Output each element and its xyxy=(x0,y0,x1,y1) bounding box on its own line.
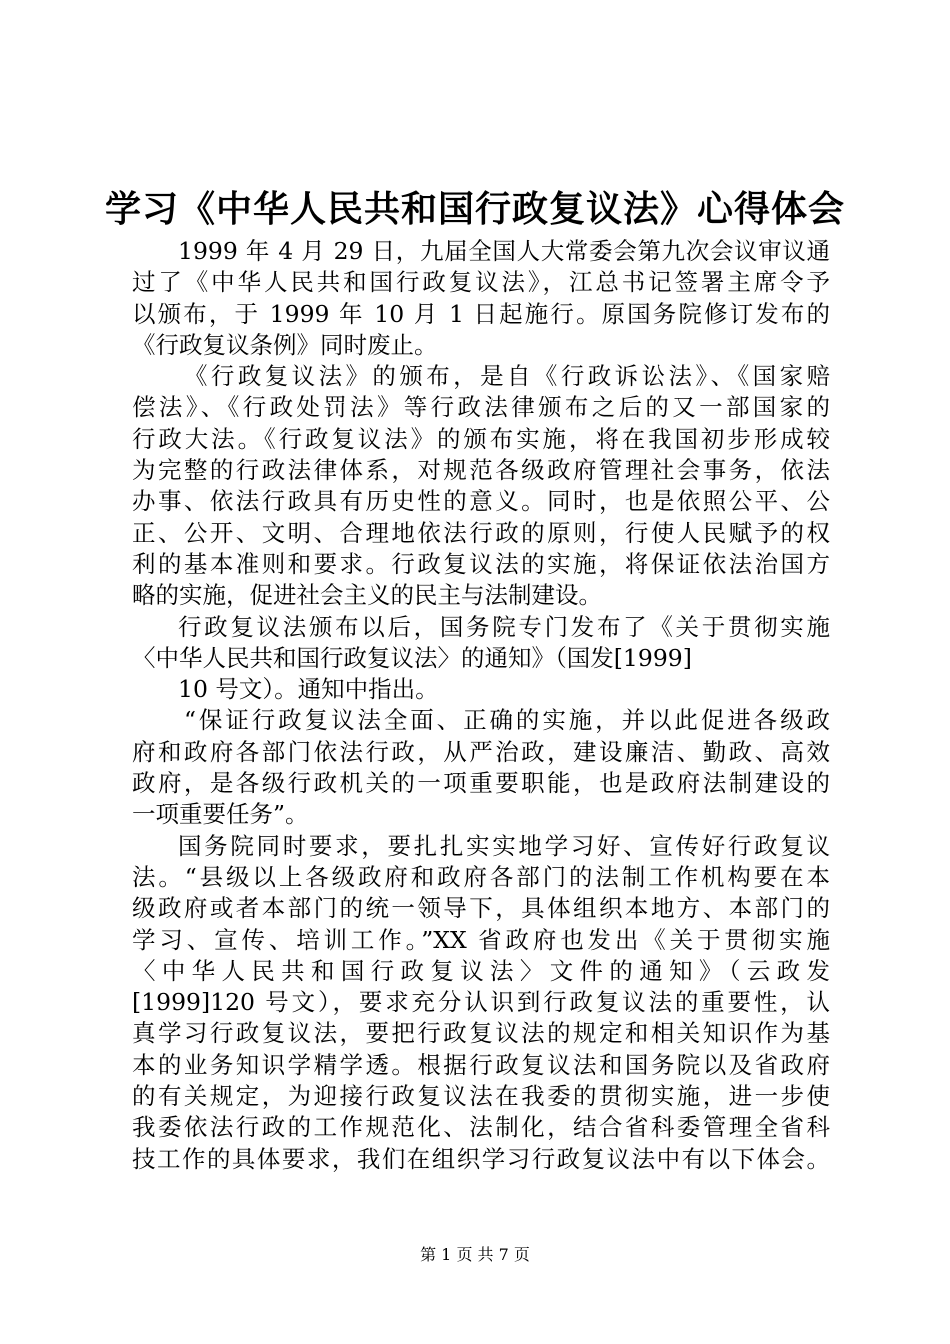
text-line: 〈中华人民共和国行政复议法〉的通知》（国发[1999] xyxy=(132,643,692,672)
text-line: 行政复议法颁布以后，国务院专门发布了《关于贯彻实施 xyxy=(178,612,830,641)
text-line: 〈中华人民共和国行政复议法〉文件的通知》（云政发 xyxy=(132,956,830,985)
text-line: 1999 年 4 月 29 日，九届全国人大常委会第九次会议审议通 xyxy=(178,237,830,265)
text-line: 府和政府各部门依法行政，从严治政，建设廉洁、勤政、高效 xyxy=(132,737,830,766)
text-line: 的有关规定，为迎接行政复议法在我委的贯彻实施，进一步使 xyxy=(132,1082,830,1111)
text-line: 法。“县级以上各级政府和政府各部门的法制工作机构要在本 xyxy=(132,862,830,891)
text-line: 本的业务知识学精学透。根据行政复议法和国务院以及省政府 xyxy=(132,1050,830,1079)
text-line: 正、公开、文明、合理地依法行政的原则，行使人民赋予的权 xyxy=(132,518,830,547)
text-line: 《行政复议条例》同时废止。 xyxy=(132,330,438,359)
text-line: 国务院同时要求，要扎扎实实地学习好、宣传好行政复议 xyxy=(178,831,830,860)
text-line: 一项重要任务”。 xyxy=(132,800,309,829)
text-line: 利的基本准则和要求。行政复议法的实施，将保证依法治国方 xyxy=(132,549,830,578)
text-line: 略的实施，促进社会主义的民主与法制建设。 xyxy=(132,581,602,610)
text-line: 办事、依法行政具有历史性的意义。同时，也是依照公平、公 xyxy=(132,487,830,516)
text-line: 真学习行政复议法，要把行政复议法的规定和相关知识作为基 xyxy=(132,1019,830,1048)
text-line: 《行政复议法》的颁布，是自《行政诉讼法》、《国家赔 xyxy=(184,362,830,391)
text-line: “保证行政复议法全面、正确的实施，并以此促进各级政 xyxy=(184,706,830,735)
text-line: 过了《中华人民共和国行政复议法》，江总书记签署主席令予 xyxy=(132,268,830,297)
text-line: 政府，是各级行政机关的一项重要职能，也是政府法制建设的 xyxy=(132,769,830,798)
text-line: 级政府或者本部门的统一领导下，具体组织本地方、本部门的 xyxy=(132,894,830,923)
text-line: 以颁布，于 1999 年 10 月 1 日起施行。原国务院修订发布的 xyxy=(132,299,830,328)
document-body xyxy=(132,236,830,1175)
text-line: 学习、宣传、培训工作。”XX 省政府也发出《关于贯彻实施 xyxy=(132,925,830,954)
text-line: 我委依法行政的工作规范化、法制化，结合省科委管理全省科 xyxy=(132,1113,830,1142)
text-line: 10 号文）。通知中指出。 xyxy=(178,675,439,704)
document-title: 学习《中华人民共和国行政复议法》心得体会 xyxy=(104,188,845,230)
text-line: 行政大法。《行政复议法》的颁布实施，将在我国初步形成较 xyxy=(132,424,830,453)
text-line: 技工作的具体要求，我们在组织学习行政复议法中有以下体会。 xyxy=(132,1144,830,1173)
text-line: [1999]120 号文），要求充分认识到行政复议法的重要性，认 xyxy=(132,988,830,1017)
text-line: 为完整的行政法律体系，对规范各级政府管理社会事务，依法 xyxy=(132,456,830,485)
text-line: 偿法》、《行政处罚法》等行政法律颁布之后的又一部国家的 xyxy=(132,393,830,422)
page-footer: 第 1 页 共 7 页 xyxy=(420,1245,530,1264)
